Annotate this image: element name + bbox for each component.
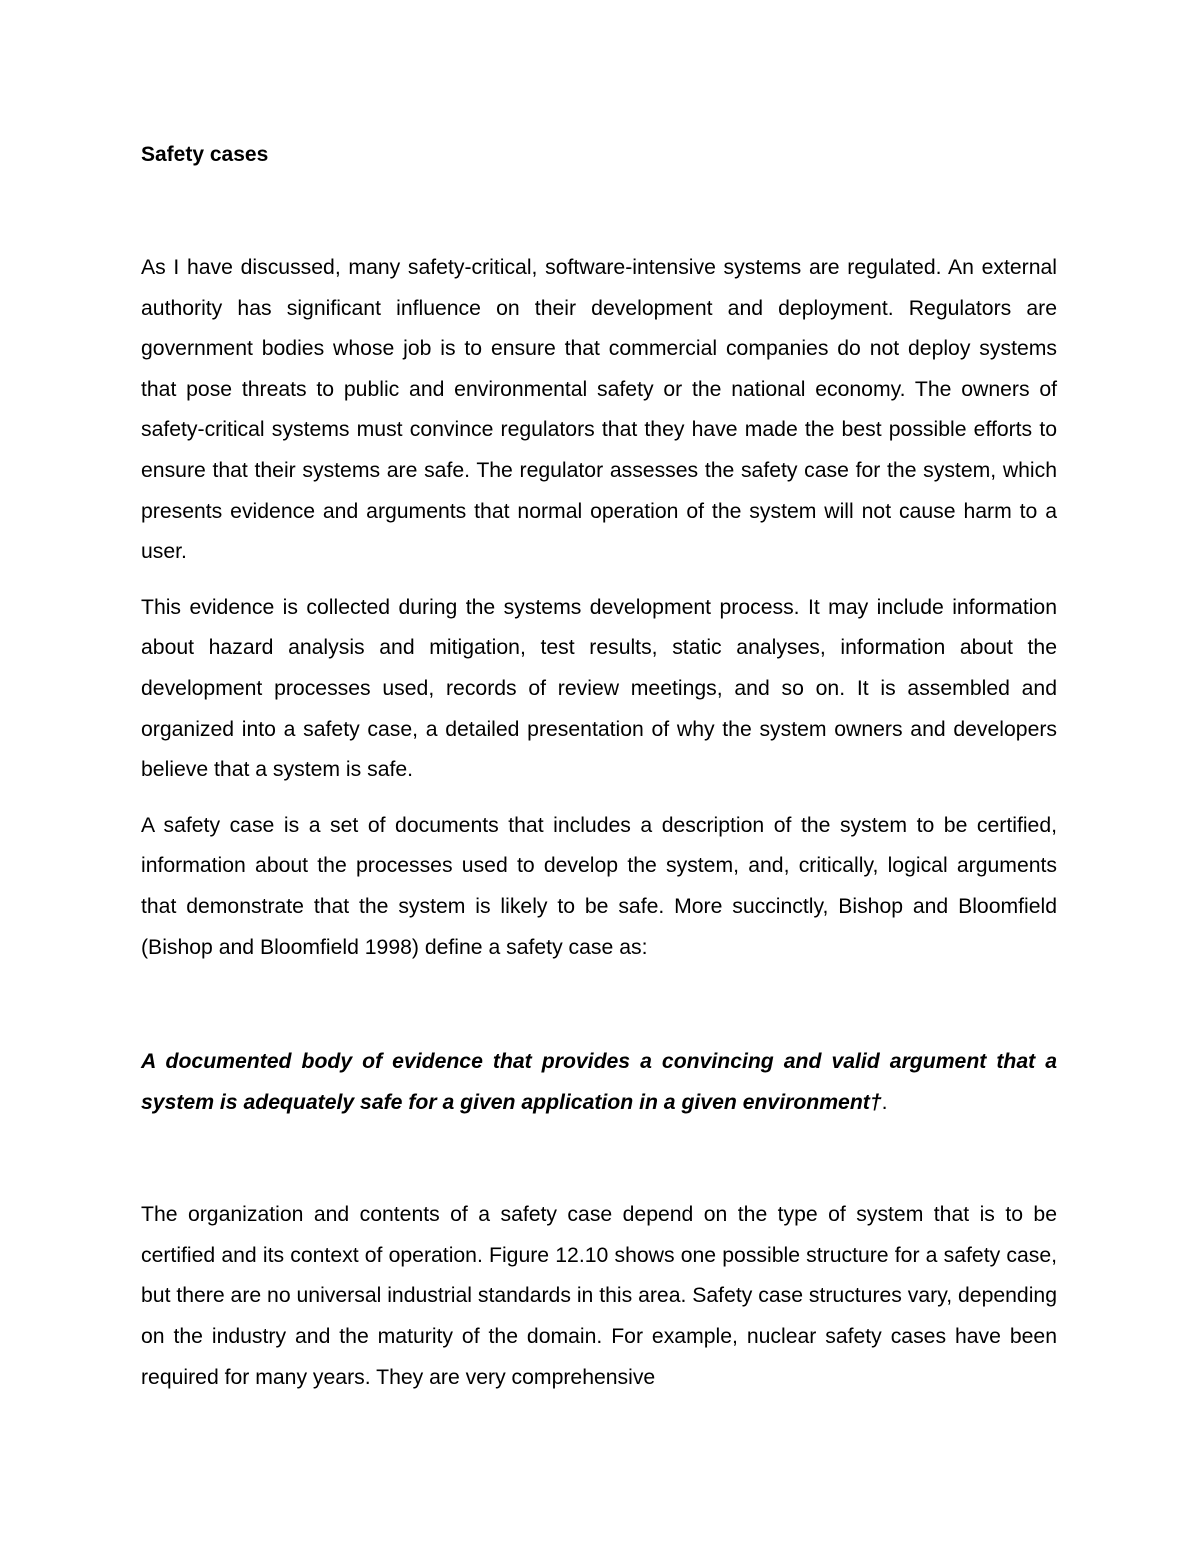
quote-text: A documented body of evidence that provides a convincing and valid argument that a system is adequately safe for a given application in a given environment† — [141, 1050, 1057, 1114]
paragraph-definition-intro: A safety case is a set of documents that includes a description of the system to be certified, information about the processes used to develop the system, and, critically, logical arguments that demonstrate that the system is likely to be safe. More succinctly, Bishop and Bloomfield (Bishop and Bloomfield 1998) define a safety case as: — [141, 813, 1057, 959]
paragraph-evidence: This evidence is collected during the systems development process. It may include information about hazard analysis and mitigation, test results, static analyses, information about the development processes used, records of review meetings, and so on. It is assembled and organized into a safety case, a detailed presentation of why the system owners and developers believe that a system is safe. — [141, 595, 1057, 782]
safety-case-definition-quote — [141, 1042, 1057, 1123]
section-title: Safety cases — [141, 143, 269, 166]
quote-end-punctuation: . — [881, 1090, 888, 1114]
document-body — [141, 138, 1057, 1398]
paragraph-organization: The organization and contents of a safety case depend on the type of system that is to be certified and its context of operation. Figure 12.10 shows one possible structure for a safety case, but there are no universal industrial standards in this area. Safety case structures vary, depending on the industry and the maturity of the domain. For example, nuclear safety cases have been required for many years. They are very comprehensive — [141, 1203, 1057, 1389]
paragraph-regulation: As I have discussed, many safety-critical, software-intensive systems are regulated. An external authority has significant influence on their development and deployment. Regulators are government bodies whose job is to ensure that commercial companies do not deploy systems that pose threats to public and environmental safety or the national economy. The owners of safety-critical systems must convince regulators that they have made the best possible efforts to ensure that their systems are safe. The regulator assesses the safety case for the system, which presents evidence and arguments that normal operation of the system will not cause harm to a user. — [141, 256, 1057, 564]
